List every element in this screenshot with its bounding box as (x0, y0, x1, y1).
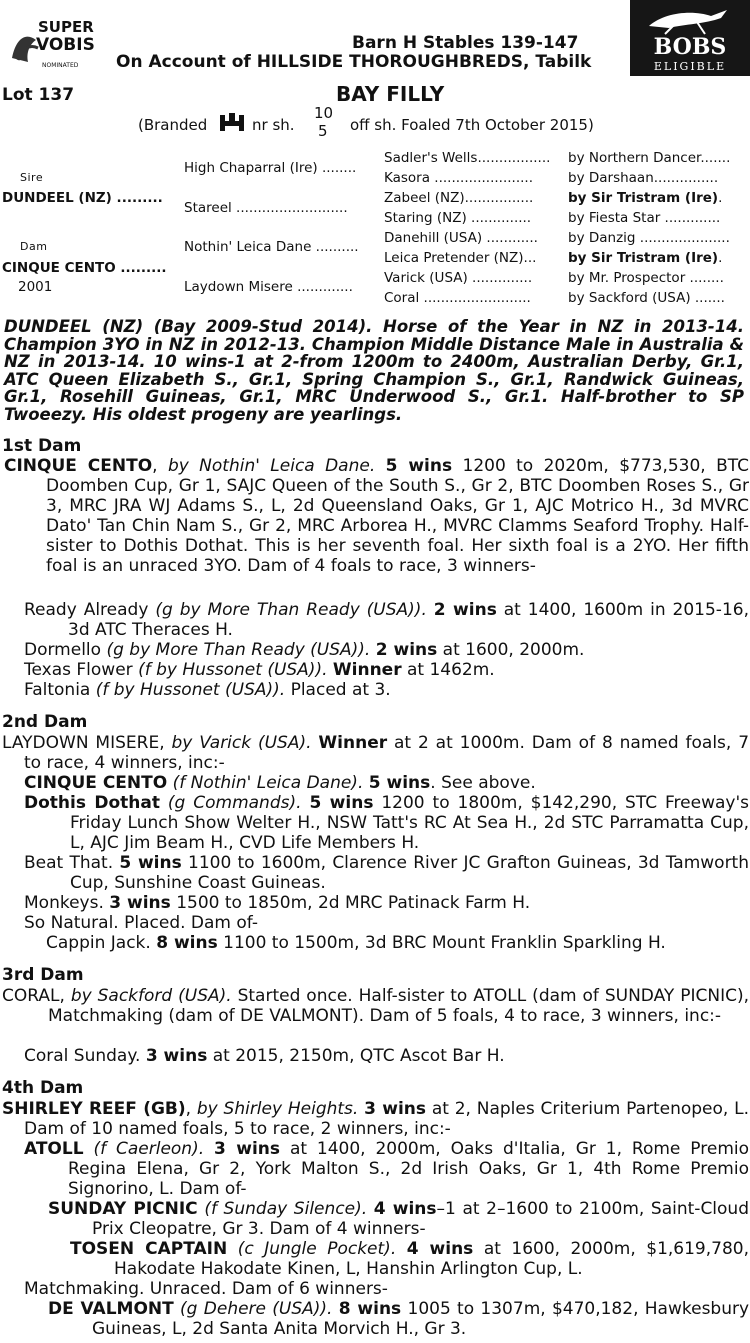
ped-g2-1: Sadler's Wells................. (384, 150, 551, 166)
ped-g3-6: by Sir Tristram (Ire). (568, 250, 723, 266)
brand-mark-icon (218, 113, 246, 137)
ped-g3-2: by Darshaan............... (568, 170, 719, 186)
logo-vobis-text: VOBIS (36, 35, 95, 55)
super-vobis-logo (8, 18, 102, 76)
brand-num-bottom: 5 (318, 122, 328, 140)
fourth-dam-progeny-1: ATOLL (f Caerleon). 3 wins at 1400, 2000m, Oaks d'Italia, Gr 1, Rome Premio Regina Elena, Gr 2, York Malton S., 2d Irish Oaks, Gr 1, 4th Rome Premio Signorino, L. Dam of- (24, 1139, 749, 1199)
bobs-text: BOBS (653, 34, 727, 60)
fourth-dam-progeny-2: SUNDAY PICNIC (f Sunday Silence). 4 wins–1 at 2–1600 to 2100m, Saint-Cloud Prix Cleopatre, Gr 3. Dam of 4 winners- (48, 1199, 750, 1239)
fourth-dam-progeny-3: TOSEN CAPTAIN (c Jungle Pocket). 4 wins at 1600, 2000m, $1,619,780, Hakodate Hakodate Kinen, L, Hanshin Arlington Cup, L. (70, 1239, 749, 1279)
third-dam-heading: 3rd Dam (2, 965, 84, 985)
fourth-dam-entry: SHIRLEY REEF (GB), by Shirley Heights. 3 wins at 2, Naples Criterium Partenopeo, L. Dam of 10 named foals, 5 to race, 2 winners, inc:- (2, 1099, 750, 1139)
ped-g1-4: Laydown Misere ............. (184, 279, 353, 295)
second-dam-progeny-5: So Natural. Placed. Dam of- (24, 913, 258, 933)
first-dam-progeny-4: Faltonia (f by Hussonet (USA)). Placed at 3. (24, 680, 391, 700)
ped-g2-5: Danehill (USA) ............ (384, 230, 538, 246)
account-line: On Account of HILLSIDE THOROUGHBREDS, Tabilk (116, 52, 592, 72)
eligible-text: ELIGIBLE (653, 60, 727, 73)
ped-g2-2: Kasora ....................... (384, 170, 534, 186)
third-dam-entry: CORAL, by Sackford (USA). Started once. Half-sister to ATOLL (dam of SUNDAY PICNIC), Matchmaking (dam of DE VALMONT). Dam of 5 foals, 4 to race, 3 winners, inc:- (2, 986, 749, 1026)
sire-summary: DUNDEEL (NZ) (Bay 2009-Stud 2014). Horse of the Year in NZ in 2013-14. Champion 3YO in NZ in 2012-13. Champion Middle Distance Male in Australia & NZ in 2013-14. 10 wins-1 at 2-from 1200m to 2400m, Australian Derby, Gr.1, ATC Queen Elizabeth S., Gr.1, Spring Champion S., Gr.1, Randwick Guineas, Gr.1, Rosehill Guineas, Gr.1, MRC Underwood S., Gr.1. Half-brother to SP Twoeezy. His oldest progeny are yearlings. (4, 317, 744, 424)
ped-g3-3: by Sir Tristram (Ire). (568, 190, 723, 206)
dam-label: Dam (20, 240, 48, 253)
fourth-dam-progeny-5: DE VALMONT (g Dehere (USA)). 8 wins 1005 to 1307m, $470,182, Hawkesbury Guineas, L, 2d Santa Anita Morvich H., Gr 3. (48, 1299, 750, 1339)
first-dam-heading: 1st Dam (2, 436, 82, 456)
first-dam-progeny-3: Texas Flower (f by Hussonet (USA)). Winner at 1462m. (24, 660, 495, 680)
second-dam-progeny-3: Beat That. 5 wins 1100 to 1600m, Clarence River JC Grafton Guineas, 3d Tamworth Cup, Sunshine Coast Guineas. (24, 853, 750, 893)
ped-g1-3: Nothin' Leica Dane .......... (184, 239, 359, 255)
ped-g3-7: by Mr. Prospector ........ (568, 270, 724, 286)
ped-g1-1: High Chaparral (Ire) ........ (184, 160, 357, 176)
brand-rest: off sh. Foaled 7th October 2015) (350, 116, 594, 134)
ped-g2-3: Zabeel (NZ)................ (384, 190, 534, 206)
ped-g2-8: Coral ......................... (384, 290, 531, 306)
sire-label: Sire (20, 171, 44, 184)
dam-year: 2001 (18, 279, 53, 295)
bobs-eligible-logo (630, 0, 750, 76)
sire-name: DUNDEEL (NZ) ......... (2, 190, 163, 206)
brand-nr: nr sh. (252, 116, 295, 134)
second-dam-progeny-6: Cappin Jack. 8 wins 1100 to 1500m, 3d BRC Mount Franklin Sparkling H. (46, 933, 666, 953)
ped-g2-6: Leica Pretender (NZ)... (384, 250, 537, 266)
lot-number: Lot 137 (2, 85, 75, 105)
dam-name: CINQUE CENTO ......... (2, 260, 167, 276)
third-dam-progeny-1: Coral Sunday. 3 wins at 2015, 2150m, QTC Ascot Bar H. (24, 1046, 505, 1066)
brand-num-top: 10 (314, 104, 334, 122)
ped-g3-8: by Sackford (USA) ....... (568, 290, 725, 306)
second-dam-heading: 2nd Dam (2, 712, 88, 732)
racehorse-icon (635, 2, 745, 36)
brand-open: (Branded (138, 116, 208, 134)
stables-line: Barn H Stables 139-147 (352, 33, 579, 53)
first-dam-progeny-1: Ready Already (g by More Than Ready (USA)). 2 wins at 1400, 1600m in 2015-16, 3d ATC Theraces H. (24, 600, 749, 640)
ped-g3-4: by Fiesta Star ............. (568, 210, 721, 226)
sex-title: BAY FILLY (336, 82, 445, 106)
first-dam-progeny-2: Dormello (g by More Than Ready (USA)). 2 wins at 1600, 2000m. (24, 640, 585, 660)
second-dam-progeny-1: CINQUE CENTO (f Nothin' Leica Dane). 5 wins. See above. (24, 773, 536, 793)
ped-g2-7: Varick (USA) .............. (384, 270, 533, 286)
second-dam-progeny-4: Monkeys. 3 wins 1500 to 1850m, 2d MRC Patinack Farm H. (24, 893, 531, 913)
ped-g3-5: by Danzig ..................... (568, 230, 730, 246)
logo-nominated-text: NOMINATED (42, 62, 79, 69)
second-dam-progeny-2: Dothis Dothat (g Commands). 5 wins 1200 to 1800m, $142,290, STC Freeway's Friday Lunch Show Welter H., NSW Tatt's RC At Sea H., 2d STC Parramatta Cup, L, AJC Jim Beam H., CVD Life Members H. (24, 793, 749, 853)
ped-g2-4: Staring (NZ) .............. (384, 210, 532, 226)
second-dam-entry: LAYDOWN MISERE, by Varick (USA). Winner at 2 at 1000m. Dam of 8 named foals, 7 to race, 4 winners, inc:- (2, 733, 750, 773)
ped-g1-2: Stareel .......................... (184, 200, 348, 216)
ped-g3-1: by Northern Dancer....... (568, 150, 731, 166)
first-dam-entry: CINQUE CENTO, by Nothin' Leica Dane. 5 wins 1200 to 2020m, $773,530, BTC Doomben Cup, Gr 1, SAJC Queen of the South S., Gr 2, BTC Doomben Roses S., Gr 3, MRC JRA WJ Adams S., L, 2d Queensland Oaks, Gr 1, AJC Motrico H., 3d MVRC Dato' Tan Chin Nam S., Gr 2, MRC Arborea H., MVRC Clamms Seaford Trophy. Half-sister to Dothis Dothat. This is her seventh foal. Her sixth foal is a 2YO. Her fifth foal is an unraced 3YO. Dam of 4 foals to race, 3 winners- (4, 456, 750, 576)
fourth-dam-heading: 4th Dam (2, 1078, 84, 1098)
logo-super-text: SUPER (38, 18, 94, 36)
fourth-dam-progeny-4: Matchmaking. Unraced. Dam of 6 winners- (24, 1279, 388, 1299)
